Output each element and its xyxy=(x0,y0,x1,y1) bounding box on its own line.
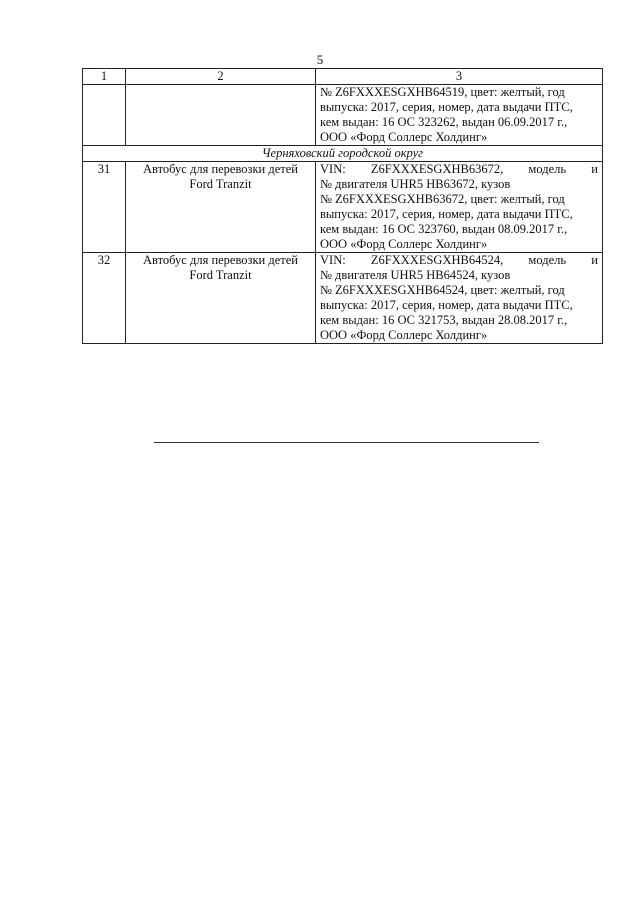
detail-line: № двигателя UHR5 HB64524, кузов xyxy=(320,268,511,282)
vin-line: VIN: Z6FXXXESGXHB63672, модель и xyxy=(320,162,598,176)
detail-line: ООО «Форд Соллерс Холдинг» xyxy=(320,237,488,251)
closing-rule xyxy=(154,442,539,443)
header-col-2: 2 xyxy=(126,69,316,85)
detail-line: кем выдан: 16 ОС 323262, выдан 06.09.2017 г., xyxy=(320,115,568,129)
table-row xyxy=(83,162,603,253)
detail-line: кем выдан: 16 ОС 323760, выдан 08.09.2017 г., xyxy=(320,222,568,236)
cell-name xyxy=(126,85,316,146)
header-col-1: 1 xyxy=(83,69,126,85)
table-row-continuation xyxy=(83,85,603,146)
table-header-row xyxy=(83,69,603,85)
cell-name xyxy=(126,253,316,344)
detail-line: выпуска: 2017, серия, номер, дата выдачи ПТС, xyxy=(320,100,573,114)
detail-line: № Z6FXXXESGXHB64519, цвет: желтый, год xyxy=(320,85,565,99)
vehicle-model-line: Ford Tranzit xyxy=(189,177,252,191)
cell-details xyxy=(316,253,603,344)
detail-line: выпуска: 2017, серия, номер, дата выдачи ПТС, xyxy=(320,298,573,312)
vehicle-table xyxy=(82,68,603,344)
header-col-3: 3 xyxy=(316,69,603,85)
detail-line: № двигателя UHR5 HB63672, кузов xyxy=(320,177,511,191)
detail-line: выпуска: 2017, серия, номер, дата выдачи ПТС, xyxy=(320,207,573,221)
table-row xyxy=(83,253,603,344)
vin-line: VIN: Z6FXXXESGXHB64524, модель и xyxy=(320,253,598,267)
detail-line: ООО «Форд Соллерс Холдинг» xyxy=(320,130,488,144)
section-row xyxy=(83,146,603,162)
cell-num xyxy=(83,85,126,146)
cell-details xyxy=(316,85,603,146)
detail-line: ООО «Форд Соллерс Холдинг» xyxy=(320,328,488,342)
detail-line: кем выдан: 16 ОС 321753, выдан 28.08.2017 г., xyxy=(320,313,568,327)
cell-details xyxy=(316,162,603,253)
page-number: 5 xyxy=(316,52,324,67)
vehicle-model-line: Ford Tranzit xyxy=(189,268,252,282)
detail-line: № Z6FXXXESGXHB64524, цвет: желтый, год xyxy=(320,283,565,297)
detail-line: № Z6FXXXESGXHB63672, цвет: желтый, год xyxy=(320,192,565,206)
vehicle-name-line: Автобус для перевозки детей xyxy=(143,253,298,267)
cell-num: 32 xyxy=(83,253,126,344)
section-title: Черняховский городской округ xyxy=(83,146,603,162)
cell-name xyxy=(126,162,316,253)
vehicle-name-line: Автобус для перевозки детей xyxy=(143,162,298,176)
cell-num: 31 xyxy=(83,162,126,253)
